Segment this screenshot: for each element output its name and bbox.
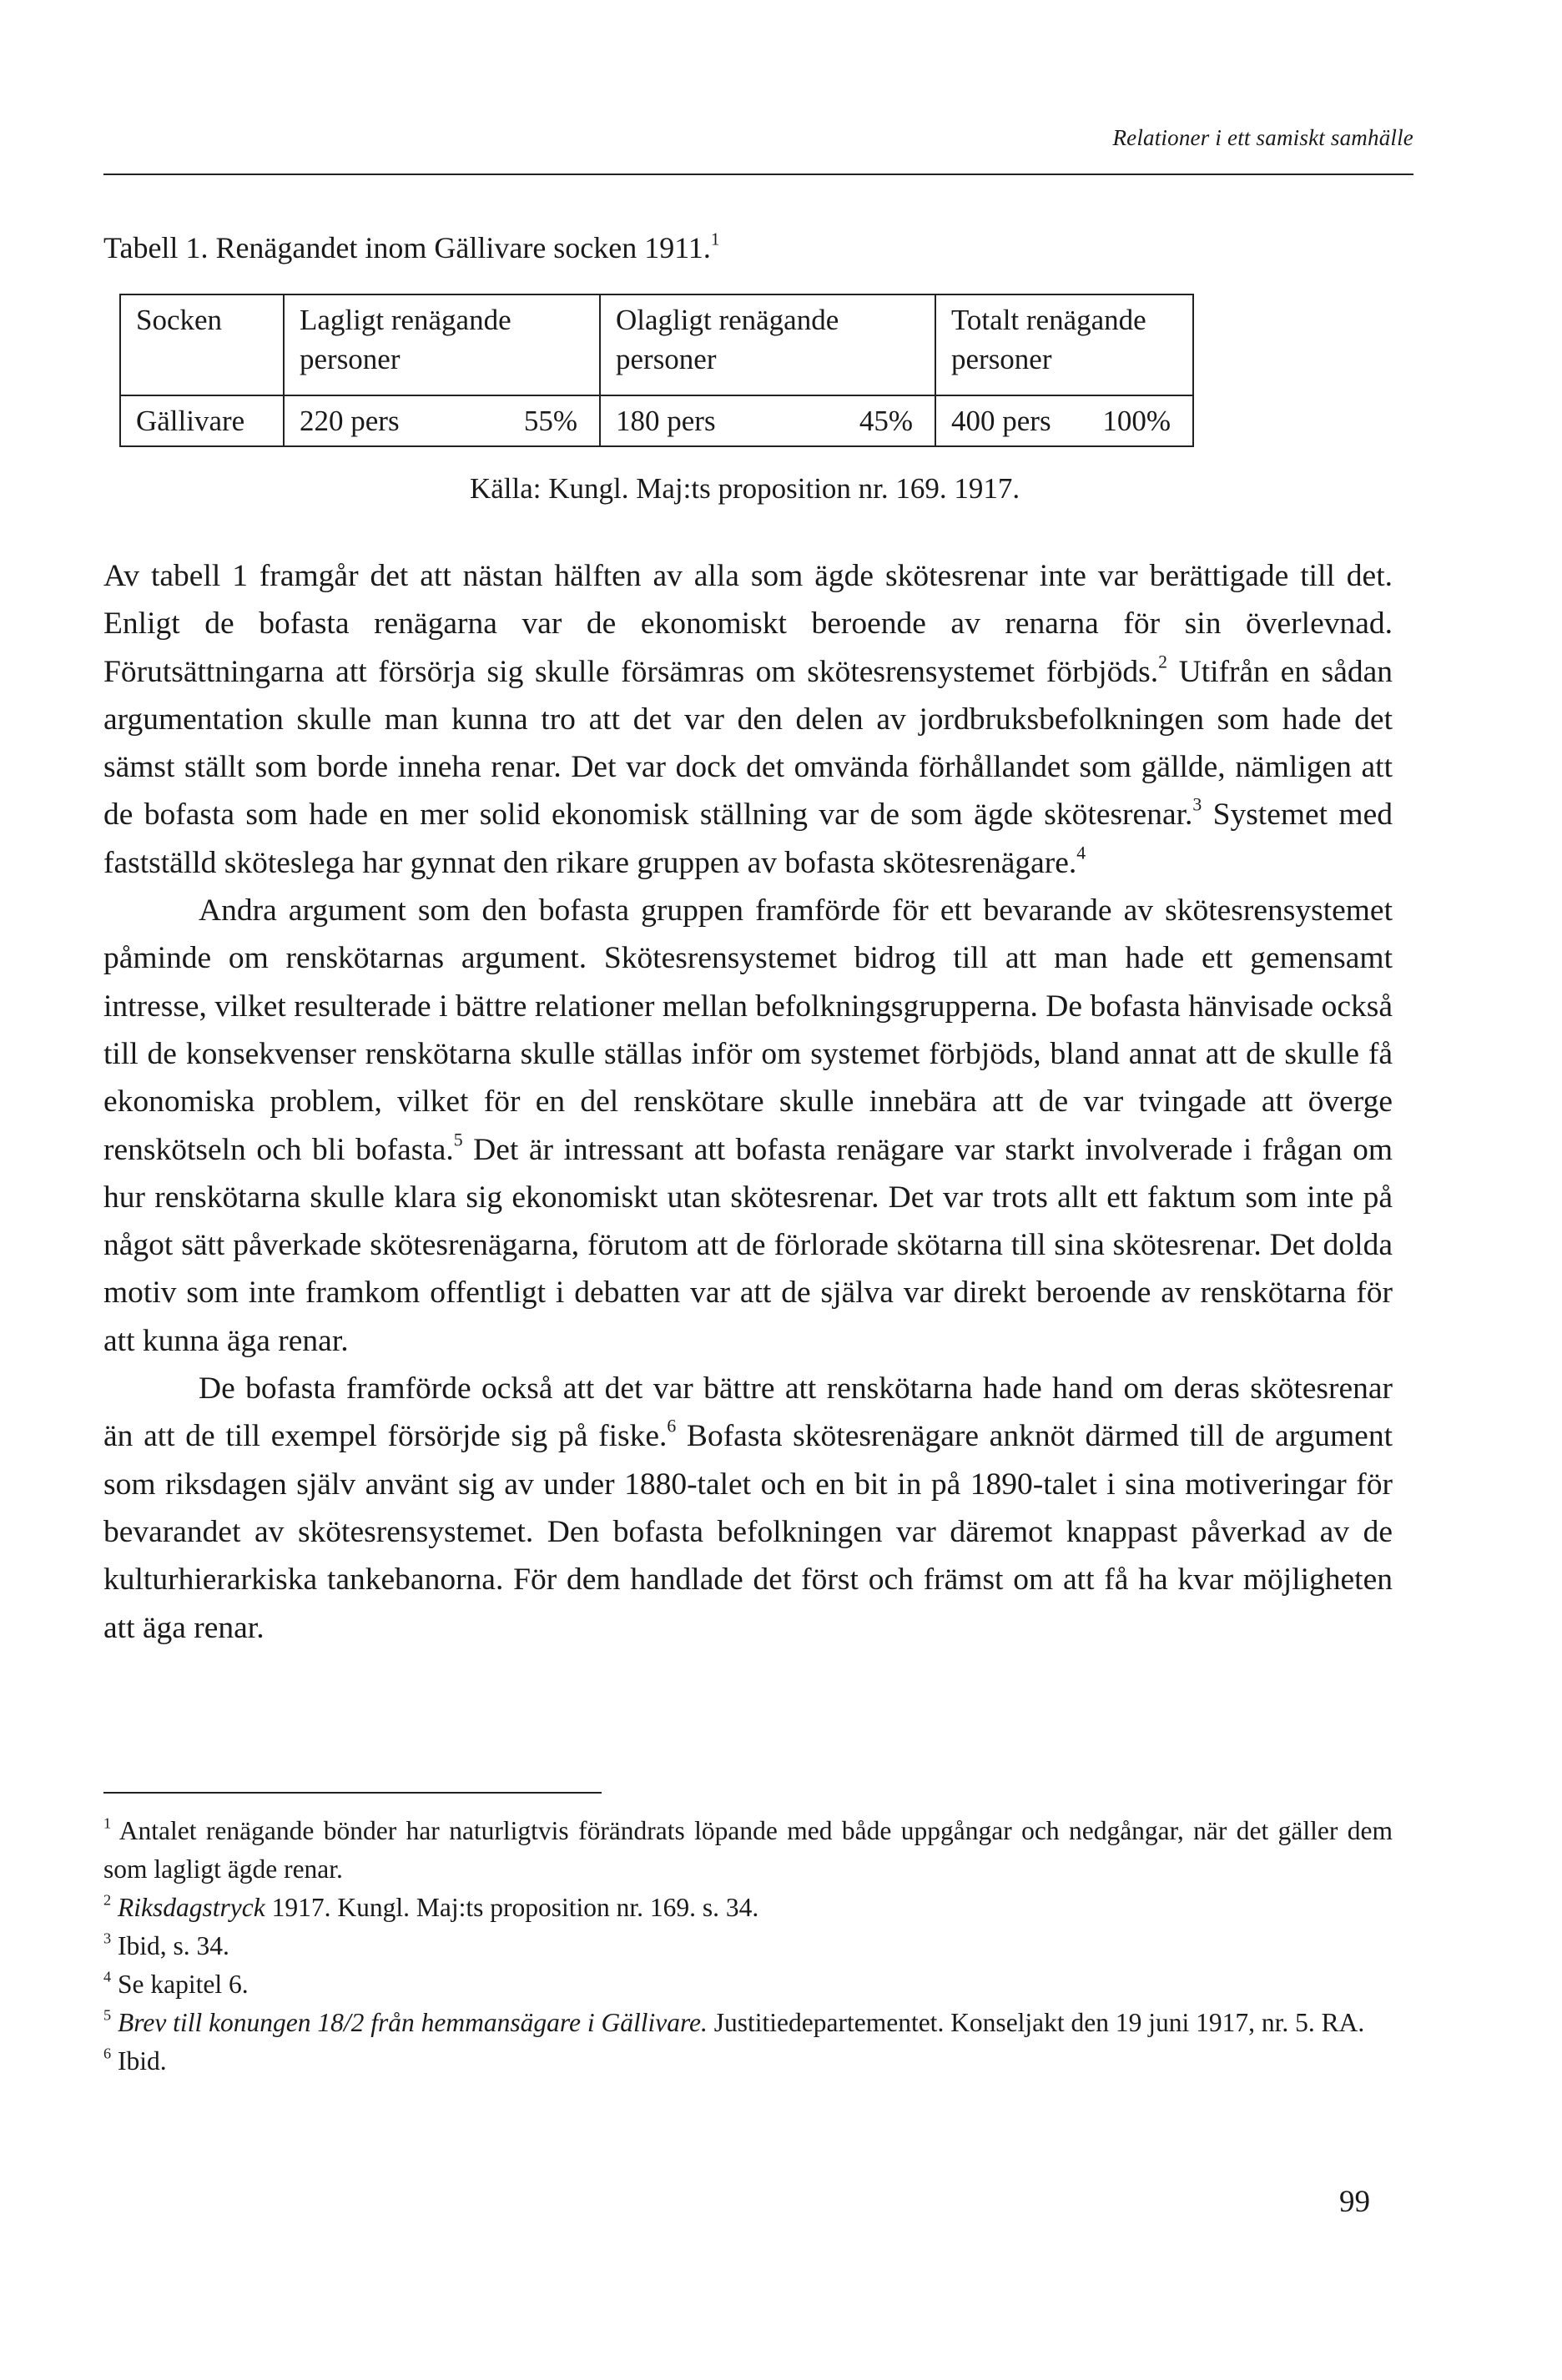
header-socken: Socken [120,294,284,395]
page-number: 99 [1339,2185,1370,2219]
footnote-number: 5 [103,2006,112,2024]
paragraph-text: Bofasta skötesrenägare anknöt därmed till de argument som riksdagen själv använt sig av under 1880-talet och en bit in på 1890-talet i sina motiveringar för bevarandet av skötesrensystemet. Den bofasta befolkningen var däremot knappast påverkad av de kulturhierarkiska tankebanorna. För dem handlade det först och främst om att få ha kvar möjligheten att äga renar. [103,1419,1393,1645]
header-lagligt: Lagligt renägande personer [284,294,600,395]
paragraph-text: Av tabell 1 framgår det att nästan hälften av alla som ägde skötesrenar inte var berättigade till det. Enligt de bofasta renägarna var de ekonomiskt beroende av renarna för sin överlevnad. Förutsättningarna att försörja sig skulle försämras om skötesrensystemet förbjöds. [103,559,1393,689]
footnote-5 [103,2004,1393,2042]
footnote-ref: 3 [1192,795,1202,816]
table-header-row [120,294,1193,395]
footnote-ref: 6 [667,1416,677,1437]
cell-lagligt-pers: 220 pers [300,405,400,437]
footnote-rule [103,1792,602,1794]
paragraph-3 [103,1365,1393,1652]
cell-totalt-pers: 400 pers [951,405,1051,437]
table-row [120,395,1193,446]
paragraph-text: Utifrån en sådan argumentation skulle man kunna tro att det var den delen av jordbruksbefolkningen som hade det sämst ställt som borde inneha renar. Det var dock det omvända förhållandet som gällde, nämligen att de bofasta som hade en mer solid ekonomisk ställning var de som ägde skötesrenar. [103,654,1393,833]
footnote-number: 2 [103,1891,112,1909]
footnote-text: 1917. Kungl. Maj:ts proposition nr. 169. s. 34. [265,1893,759,1922]
cell-olagligt [600,395,935,446]
footnote-1 [103,1812,1393,1889]
cell-socken: Gällivare [120,395,284,446]
table-caption [103,230,719,265]
header-totalt: Totalt renägande personer [935,294,1193,395]
footnote-2 [103,1889,1393,1927]
footnote-number: 1 [103,1814,112,1832]
cell-lagligt [284,395,600,446]
footnote-ref: 1 [710,229,720,249]
body-text [103,552,1393,1652]
footnote-number: 4 [103,1968,112,1985]
cell-totalt [935,395,1193,446]
paragraph-text: Systemet med fastställd sköteslega har gynnat den rikare gruppen av bofasta skötesrenägare. [103,798,1393,880]
footnote-title: Brev till konungen 18/2 från hemmansägare i Gällivare. [118,2008,708,2037]
paragraph-text: Det är intressant att bofasta renägare var starkt involverade i frågan om hur renskötarna skulle klara sig ekonomiskt utan skötesrenar. Det var trots allt ett faktum som inte på något sätt påverkade skötesrenägarna, förutom att de förlorade skötarna till sina skötesrenar. Det dolda motiv som inte framkom offentligt i debatten var att de själva var direkt beroende av renskötarna för att kunna äga renar. [103,1132,1393,1358]
footnote-text: Ibid, s. 34. [118,1931,229,1960]
footnotes [103,1812,1393,2081]
footnote-ref: 2 [1158,652,1167,672]
cell-lagligt-pct: 55% [523,405,577,437]
footnote-title: Riksdagstryck [118,1893,265,1922]
footnote-3 [103,1927,1393,1965]
table-source: Källa: Kungl. Maj:ts proposition nr. 169. 1917. [470,472,1020,505]
cell-olagligt-pers: 180 pers [616,405,716,437]
footnote-ref: 5 [453,1130,463,1150]
table-caption-text: Tabell 1. Renägandet inom Gällivare socken 1911. [103,231,711,264]
paragraph-text: Andra argument som den bofasta gruppen framförde för ett bevarande av skötesrensystemet påminde om renskötarnas argument. Skötesrensystemet bidrog till att man hade ett gemensamt intresse, vilket resulterade i bättre relationer mellan befolkningsgrupperna. De bofasta hänvisade också till de konsekvenser renskötarna skulle ställas inför om systemet förbjöds, bland annat att de skulle få ekonomiska problem, vilket för en del renskötare skulle innebära att de var tvingade att överge renskötseln och bli bofasta. [103,893,1393,1167]
footnote-ref: 4 [1076,843,1086,863]
cell-olagligt-pct: 45% [859,405,913,437]
footnote-number: 3 [103,1930,112,1947]
paragraph-text: De bofasta framförde också att det var bättre att renskötarna hade hand om deras skötesrenar än att de till exempel försörjde sig på fiske. [103,1371,1393,1454]
paragraph-2 [103,887,1393,1365]
cell-totalt-pct: 100% [1102,405,1171,437]
footnote-number: 6 [103,2045,112,2062]
footnote-4 [103,1965,1393,2004]
footnote-text: Ibid. [118,2046,167,2076]
reindeer-ownership-table [119,294,1194,447]
footnote-text: Se kapitel 6. [118,1970,249,1999]
footnote-6 [103,2042,1393,2081]
footnote-text: Antalet renägande bönder har naturligtvis förändrats löpande med både uppgångar och nedgångar, när det gäller dem som lagligt ägde renar. [103,1816,1393,1884]
footnote-text: Justitiedepartementet. Konseljakt den 19 juni 1917, nr. 5. RA. [707,2008,1365,2037]
header-olagligt: Olagligt renägande personer [600,294,935,395]
paragraph-1 [103,552,1393,887]
running-header: Relationer i ett samiskt samhälle [1112,125,1413,150]
header-rule [103,174,1413,175]
